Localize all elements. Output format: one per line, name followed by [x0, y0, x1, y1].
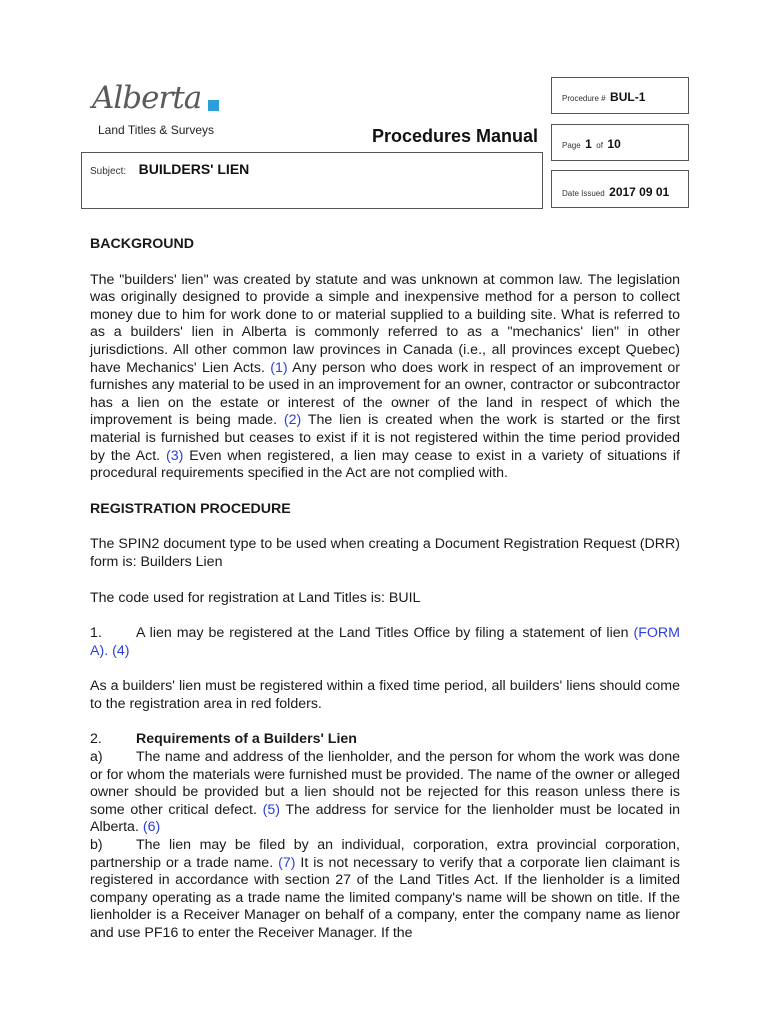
footnote-ref-2[interactable]: (2) [283, 412, 302, 429]
footnote-ref-5[interactable]: (5) [262, 801, 280, 818]
footnote-ref-4[interactable]: (4) [112, 642, 130, 659]
spin2-paragraph: The SPIN2 document type to be used when creating a Document Registration Request (DRR) form is: Builders Lien [90, 536, 680, 570]
text-run: Even when registered, a lien may cease to exist in a variety of situations if procedural requirements specified in the Act are not complied with. [90, 447, 680, 482]
item-2-number: 2. [90, 731, 102, 748]
red-folders-paragraph: As a builders' lien must be registered within a fixed time period, all builders' liens should come to the registration area in red folders. [90, 678, 680, 712]
text-run: A lien may be registered at the Land Titles Office by filing a statement of lien [136, 625, 634, 642]
form-a-link[interactable]: (FORM A). [90, 625, 680, 659]
footnote-ref-3[interactable]: (3) [166, 447, 184, 464]
footnote-ref-7[interactable]: (7) [278, 854, 296, 871]
page-of-label: of [596, 141, 603, 150]
procedure-value: BUL-1 [610, 90, 646, 104]
item-1 [90, 625, 680, 660]
text-run: Any person who does work in respect of an improvement or furnishes any material to be used in an improvement for an owner, contractor or subcontractor has a lien on the estate or interest of the owner of the land in respect of which the improvement is being made. [90, 359, 680, 429]
text-run: The lien is created when the work is started or the first material is furnished but ceases to exist if it is not registered within the time period provided by the Act. [90, 412, 680, 464]
logo-wordmark: Alberta [92, 80, 202, 116]
procedure-label: Procedure # [562, 94, 606, 103]
text-run: The "builders' lien" was created by statute and was unknown at common law. The legislation was originally designed to provide a simple and inexpensive method for a person to collect money due to him for work done to or material supplied to a building site. What is referred to as a builders' lien in Alberta is commonly referred to as a "mechanics' lien" in other jurisdictions. All other common law provinces in Canada (i.e., all provinces except Quebec) have Mechanics' Lien Acts. [90, 271, 680, 376]
item-2-title: Requirements of a Builders' Lien [136, 731, 357, 748]
document-body [90, 236, 680, 943]
organization-name: Land Titles & Surveys [98, 123, 215, 137]
text-run: It is not necessary to verify that a corporate lien claimant is registered in accordance with section 27 of the Land Titles Act. If the lienholder is a limited company operating as a trade name the limited company's name will be shown on title. If the lienholder is a Receiver Manager on behalf of a company, enter the company name as lienor and use PF16 to enter the Receiver Manager. If the [90, 854, 680, 941]
text-run: The address for service for the lienholder must be located in Alberta. [90, 801, 680, 836]
footnote-ref-1[interactable]: (1) [270, 359, 288, 376]
subject-value: BUILDERS' LIEN [138, 161, 250, 177]
page-current: 1 [585, 137, 592, 151]
item-2b-label: b) [90, 837, 103, 854]
page-total: 10 [607, 137, 621, 151]
date-value: 2017 09 01 [609, 185, 670, 199]
background-paragraph [90, 272, 680, 483]
item-2b [90, 837, 680, 943]
alberta-logo [90, 80, 222, 122]
logo-square-icon [208, 100, 219, 111]
subject-label: Subject: [90, 166, 127, 177]
item-2a-label: a) [90, 749, 103, 766]
footnote-ref-6[interactable]: (6) [142, 819, 161, 836]
registration-heading: REGISTRATION PROCEDURE [90, 500, 291, 517]
date-label: Date Issued [562, 189, 605, 198]
background-heading: BACKGROUND [90, 236, 195, 252]
code-paragraph: The code used for registration at Land Titles is: BUIL [90, 589, 421, 606]
manual-title: Procedures Manual [372, 126, 539, 146]
item-2-heading [90, 731, 680, 749]
text-run: The name and address of the lienholder, and the person for whom the work was done or for whom the materials were furnished must be provided. The name of the owner or alleged owner should be provided but a lien should not be rejected for this reason unless there is some other critical defect. [90, 749, 680, 818]
page-number-box [551, 124, 689, 161]
date-issued-box [551, 170, 689, 208]
text-run: The lien may be filed by an individual, corporation, extra provincial corporation, partnership or a trade name. [90, 837, 680, 871]
item-1-number: 1. [90, 625, 102, 642]
item-2a [90, 749, 680, 837]
page-label: Page [562, 141, 581, 150]
subject-box [81, 152, 543, 209]
procedure-number-box [551, 77, 689, 114]
